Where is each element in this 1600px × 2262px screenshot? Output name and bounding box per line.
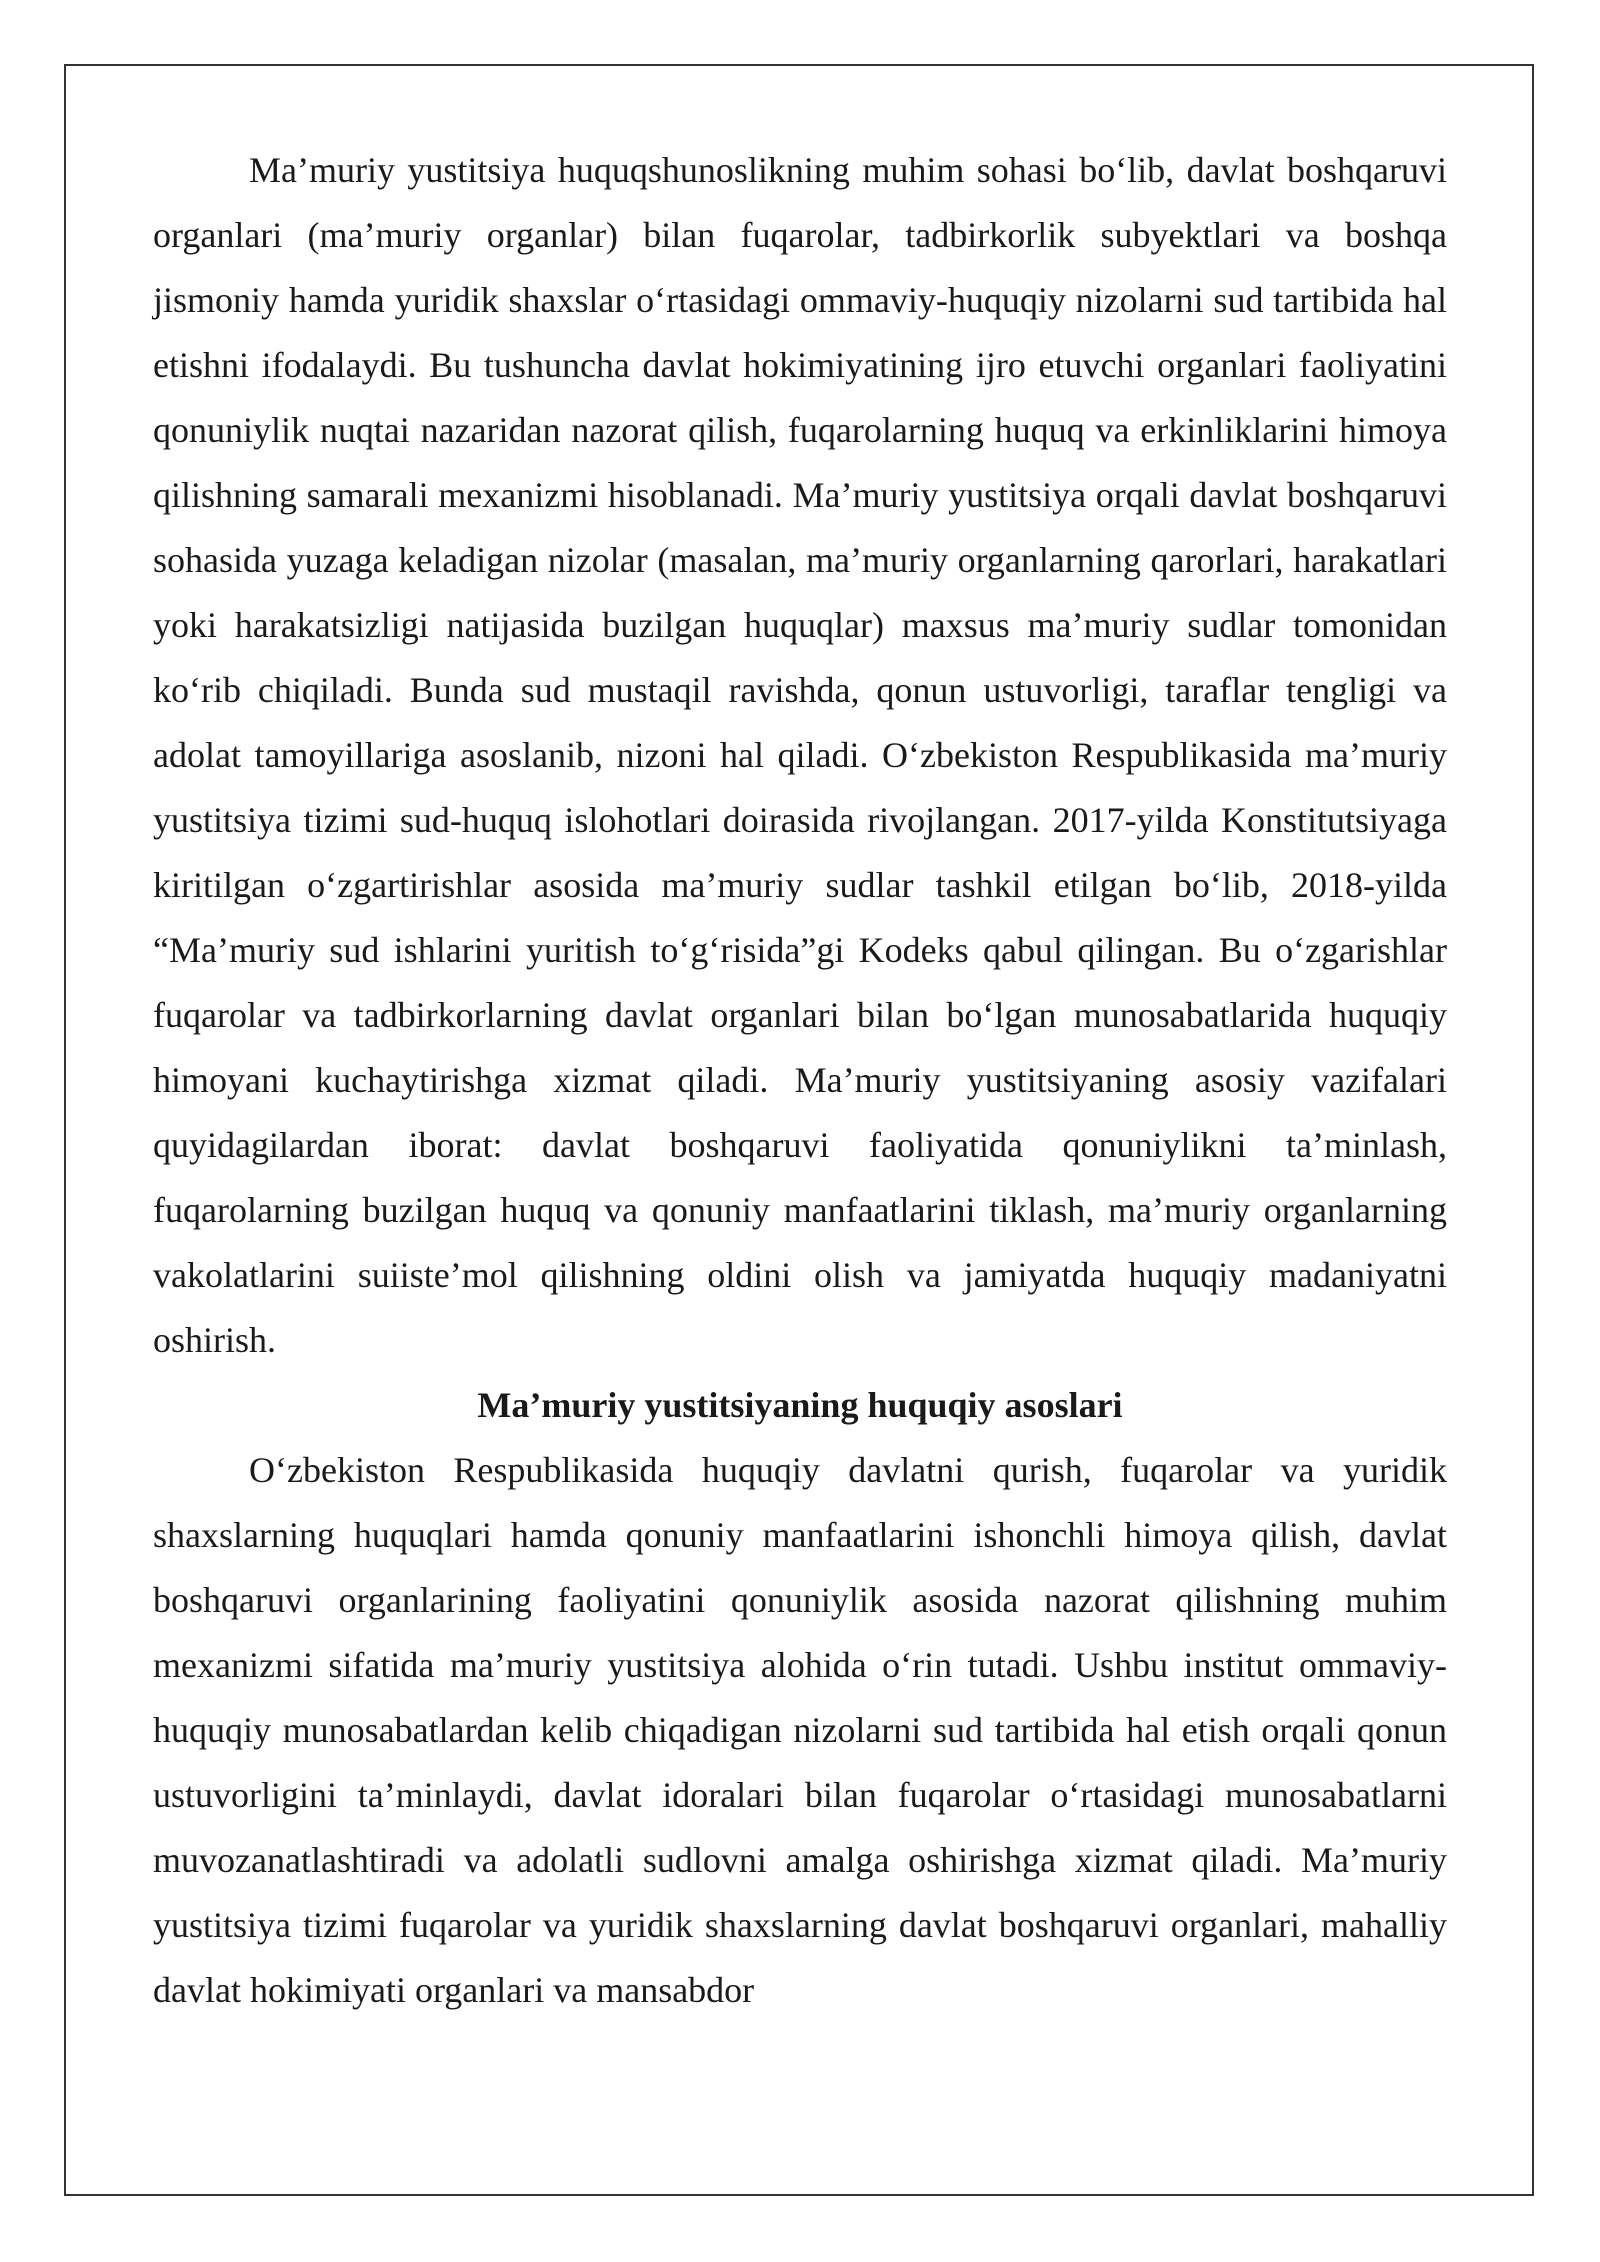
- document-body: [153, 138, 1447, 2023]
- paragraph-intro: Ma’muriy yustitsiya huquqshunoslikning muhim sohasi bo‘lib, davlat boshqaruvi organlari (ma’muriy organlar) bilan fuqarolar, tadbirkorlik subyektlari va boshqa jismoniy hamda yuridik shaxslar o‘rtasidagi ommaviy-huquqiy nizolarni sud tartibida hal etishni ifodalaydi. Bu tushuncha davlat hokimiyatining ijro etuvchi organlari faoliyatini qonuniylik nuqtai nazaridan nazorat qilish, fuqarolarning huquq va erkinliklarini himoya qilishning samarali mexanizmi hisoblanadi. Ma’muriy yustitsiya orqali davlat boshqaruvi sohasida yuzaga keladigan nizolar (masalan, ma’muriy organlarning qarorlari, harakatlari yoki harakatsizligi natijasida buzilgan huquqlar) maxsus ma’muriy sudlar tomonidan ko‘rib chiqiladi. Bunda sud mustaqil ravishda, qonun ustuvorligi, taraflar tengligi va adolat tamoyillariga asoslanib, nizoni hal qiladi. O‘zbekiston Respublikasida ma’muriy yustitsiya tizimi sud-huquq islohotlari doirasida rivojlangan. 2017-yilda Konstitutsiyaga kiritilgan o‘zgartirishlar asosida ma’muriy sudlar tashkil etilgan bo‘lib, 2018-yilda “Ma’muriy sud ishlarini yuritish to‘g‘risida”gi Kodeks qabul qilingan. Bu o‘zgarishlar fuqarolar va tadbirkorlarning davlat organlari bilan bo‘lgan munosabatlarida huquqiy himoyani kuchaytirishga xizmat qiladi. Ma’muriy yustitsiyaning asosiy vazifalari quyidagilardan iborat: davlat boshqaruvi faoliyatida qonuniylikni ta’minlash, fuqarolarning buzilgan huquq va qonuniy manfaatlarini tiklash, ma’muriy organlarning vakolatlarini suiiste’mol qilishning oldini olish va jamiyatda huquqiy madaniyatni oshirish.: [153, 150, 1447, 1360]
- section-heading: Ma’muriy yustitsiyaning huquqiy asoslari: [477, 1385, 1123, 1425]
- paragraph-legal-basis: O‘zbekiston Respublikasida huquqiy davlatni qurish, fuqarolar va yuridik shaxslarning huquqlari hamda qonuniy manfaatlarini ishonchli himoya qilish, davlat boshqaruvi organlarining faoliyatini qonuniylik asosida nazorat qilishning muhim mexanizmi sifatida ma’muriy yustitsiya alohida o‘rin tutadi. Ushbu institut ommaviy-huquqiy munosabatlardan kelib chiqadigan nizolarni sud tartibida hal etish orqali qonun ustuvorligini ta’minlaydi, davlat idoralari bilan fuqarolar o‘rtasidagi munosabatlarni muvozanatlashtiradi va adolatli sudlovni amalga oshirishga xizmat qiladi. Ma’muriy yustitsiya tizimi fuqarolar va yuridik shaxslarning davlat boshqaruvi organlari, mahalliy davlat hokimiyati organlari va mansabdor: [153, 1450, 1447, 2010]
